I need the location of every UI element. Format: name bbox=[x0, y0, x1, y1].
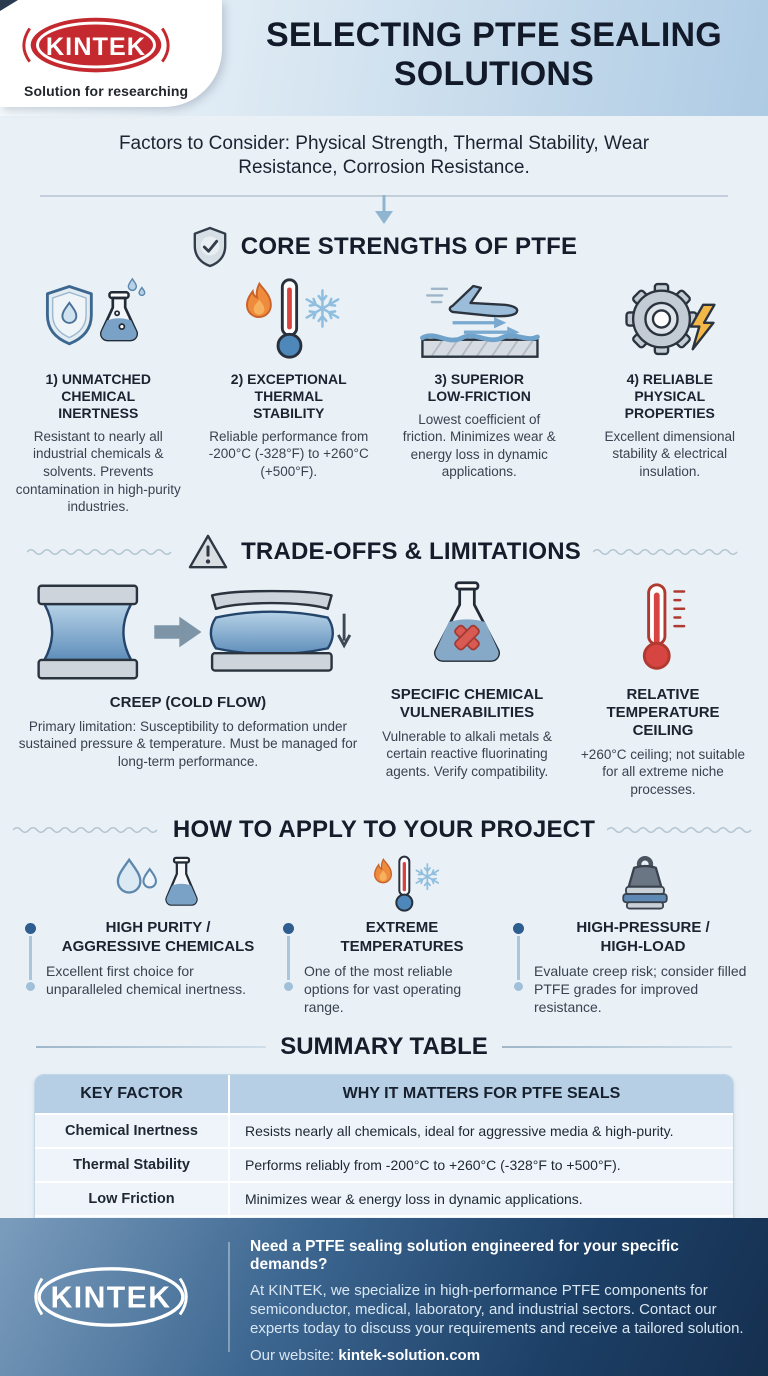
apply-heading bbox=[0, 810, 768, 850]
gear-lightning-icon bbox=[618, 276, 722, 362]
apply-title: HIGH PURITY / AGGRESSIVE CHEMICALS bbox=[61, 919, 255, 955]
flame-thermometer-snowflake-icon bbox=[366, 854, 442, 914]
website-url: kintek-solution.com bbox=[338, 1347, 481, 1365]
header bbox=[0, 0, 768, 116]
table-header-key-factor: KEY FACTOR bbox=[35, 1075, 228, 1113]
tradeoff-body: +260°C ceiling; not suitable for all extreme niche processes. bbox=[580, 746, 746, 797]
table-cell-why: Resists nearly all chemicals, ideal for aggressive media & high-purity. bbox=[228, 1113, 733, 1147]
core-item-title: 2) EXCEPTIONAL THERMAL STABILITY bbox=[230, 370, 347, 421]
table-header-why: WHY IT MATTERS FOR PTFE SEALS bbox=[228, 1075, 733, 1113]
apply-title: HIGH-PRESSURE / HIGH-LOAD bbox=[576, 919, 710, 955]
section-title: HOW TO APPLY TO YOUR PROJECT bbox=[172, 816, 596, 844]
apply-body: Excellent first choice for unparalleled chemical inertness. bbox=[46, 962, 246, 997]
timeline-marker bbox=[512, 919, 524, 1016]
apply-body: Evaluate creep risk; consider filled PTFE grades for improved resistance. bbox=[534, 962, 747, 1015]
table-cell-why: Minimizes wear & energy loss in dynamic applications. bbox=[228, 1181, 733, 1215]
logo-tagline: Solution for researching bbox=[24, 83, 189, 99]
droplets-flask-icon bbox=[108, 856, 212, 914]
table-cell-key: Thermal Stability bbox=[35, 1147, 228, 1181]
tradeoff-creep bbox=[12, 578, 364, 799]
apply-item-extreme-temperatures bbox=[282, 854, 500, 1016]
shield-check-icon bbox=[191, 226, 229, 268]
summary-heading bbox=[36, 1032, 732, 1062]
flow-divider bbox=[40, 195, 728, 225]
heading-line bbox=[502, 1046, 732, 1048]
apply-item-high-pressure bbox=[512, 854, 752, 1016]
tradeoff-body: Vulnerable to alkali metals & certain reactive fluorinating agents. Verify compatibility. bbox=[382, 728, 552, 779]
apply-body: One of the most reliable options for vast operating range. bbox=[304, 962, 462, 1015]
warning-triangle-icon bbox=[187, 533, 229, 571]
core-item-body: Reliable performance from -200°C (-328°F) to +260°C (+500°F). bbox=[208, 428, 369, 479]
tradeoff-title: CREEP (COLD FLOW) bbox=[109, 693, 267, 711]
airplane-low-friction-icon bbox=[413, 277, 545, 361]
core-item-thermal-stability bbox=[197, 275, 382, 516]
timeline-marker bbox=[282, 919, 294, 1016]
tradeoff-title: SPECIFIC CHEMICAL VULNERABILITIES bbox=[390, 685, 544, 721]
footer-body: At KINTEK, we specialize in high-performance PTFE components for semiconductor, medical, laboratory, and industrial sectors. Contact our experts today to discuss your requirements and receive a tailored solution. bbox=[250, 1282, 744, 1338]
heading-line bbox=[36, 1046, 266, 1048]
table-cell-why: Performs reliably from -200°C to +260°C (-328°F to +500°F). bbox=[228, 1147, 733, 1181]
table-cell-key: Chemical Inertness bbox=[35, 1113, 228, 1147]
footer-website-line bbox=[250, 1347, 752, 1364]
kintek-logo-icon bbox=[18, 14, 174, 78]
logo-brand-text: KINTEK bbox=[45, 32, 147, 61]
factors-subtitle: Factors to Consider: Physical Strength, Thermal Stability, Wear Resistance, Corrosion Resistance. bbox=[118, 133, 650, 179]
core-item-body: Lowest coefficient of friction. Minimizes wear & energy loss in dynamic applications. bbox=[402, 411, 556, 480]
page-title: SELECTING PTFE SEALING SOLUTIONS bbox=[266, 16, 722, 94]
flame-thermometer-snowflake-icon bbox=[236, 276, 342, 362]
website-label: Our website: bbox=[250, 1347, 335, 1365]
core-item-body: Resistant to nearly all industrial chemicals & solvents. Prevents contamination in high-purity industries. bbox=[15, 428, 181, 515]
core-strengths-heading bbox=[0, 225, 768, 269]
wave-divider bbox=[593, 546, 741, 558]
core-item-title: 4) RELIABLE PHYSICAL PROPERTIES bbox=[624, 370, 715, 421]
tradeoffs-heading bbox=[0, 530, 768, 574]
section-title: CORE STRENGTHS OF PTFE bbox=[240, 232, 578, 260]
logo-card bbox=[0, 0, 222, 107]
tradeoff-chemical-vulnerabilities bbox=[374, 578, 560, 799]
core-item-title: 3) SUPERIOR LOW-FRICTION bbox=[427, 370, 531, 404]
apply-title: EXTREME TEMPERATURES bbox=[340, 919, 464, 955]
footer-text bbox=[250, 1238, 752, 1364]
section-title: SUMMARY TABLE bbox=[280, 1033, 488, 1061]
wave-divider bbox=[27, 546, 175, 558]
apply-item-high-purity bbox=[24, 854, 270, 1016]
footer-headline: Need a PTFE sealing solution engineered for your specific demands? bbox=[250, 1238, 679, 1273]
footer-brand-text: KINTEK bbox=[50, 1281, 172, 1315]
footer-divider bbox=[228, 1242, 230, 1352]
core-item-body: Excellent dimensional stability & electrical insulation. bbox=[604, 428, 736, 479]
down-arrow-icon bbox=[371, 195, 397, 225]
flask-x-icon bbox=[421, 580, 513, 676]
weight-icon bbox=[608, 856, 682, 914]
core-strengths-grid bbox=[0, 269, 768, 516]
core-item-physical-properties bbox=[578, 275, 763, 516]
tradeoff-title: RELATIVE TEMPERATURE CEILING bbox=[606, 685, 720, 739]
section-title: TRADE-OFFS & LIMITATIONS bbox=[241, 537, 581, 565]
tradeoff-body: Primary limitation: Susceptibility to deformation under sustained pressure & temperature. Must be managed for long-term performance. bbox=[18, 718, 358, 769]
core-item-title: 1) UNMATCHED CHEMICAL INERTNESS bbox=[45, 370, 151, 421]
kintek-footer-logo-icon bbox=[28, 1263, 194, 1331]
wave-divider bbox=[13, 824, 161, 836]
seal-compression-diagram bbox=[23, 579, 353, 685]
shield-drop-flask-icon bbox=[40, 277, 156, 361]
timeline-marker bbox=[24, 919, 36, 998]
footer bbox=[0, 1218, 768, 1376]
thermometer-max-icon bbox=[634, 580, 692, 676]
wave-divider bbox=[607, 824, 755, 836]
core-item-low-friction bbox=[387, 275, 572, 516]
tradeoffs-grid bbox=[0, 574, 768, 799]
apply-grid bbox=[0, 850, 768, 1016]
core-item-chemical-inertness bbox=[6, 275, 191, 516]
tradeoff-temperature-ceiling bbox=[570, 578, 756, 799]
table-cell-key: Low Friction bbox=[35, 1181, 228, 1215]
